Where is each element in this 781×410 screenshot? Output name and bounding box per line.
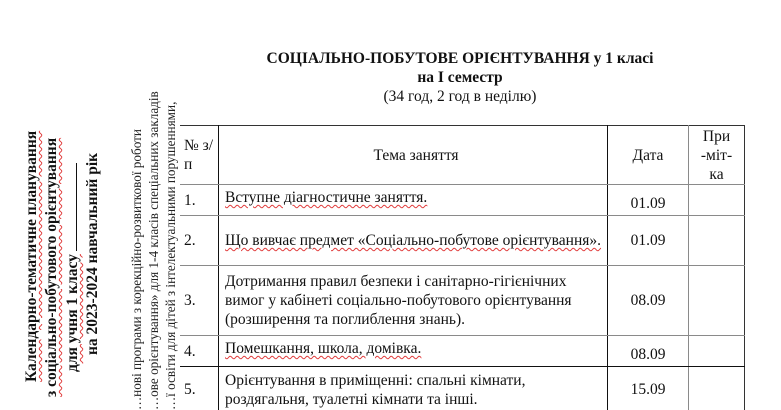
row-topic (219, 185, 608, 216)
table-row (180, 336, 745, 367)
side-title-line-1: Календарно-тематичне планування (23, 130, 40, 382)
heading-semester: на І семестр (417, 69, 503, 86)
row-topic (219, 336, 608, 367)
table-row (180, 266, 745, 336)
row-num: 3. (180, 266, 219, 336)
row-topic: Дотримання правил безпеки і санітарно-гігієнічних вимог у кабінеті соціально-побутового орієнтування (розширення та поглиблення знань). (219, 266, 608, 336)
row-note[interactable] (689, 266, 745, 336)
header-note (689, 126, 745, 185)
side-title-line-4-text: на 2023-2024 навчальний рік (84, 152, 101, 355)
row-note[interactable] (689, 336, 745, 367)
row-date: 08.09 (608, 336, 689, 367)
row-note[interactable] (689, 185, 745, 216)
side-note-line-1: …нові програми з корекційно-розвиткової роботи (129, 129, 144, 410)
table-row (180, 367, 745, 410)
heading-hours: (34 год, 2 год в неділю) (383, 88, 537, 105)
table-row (180, 185, 745, 216)
row-date: 01.09 (608, 216, 689, 266)
row-note[interactable] (689, 216, 745, 266)
side-title-line-2: з соціально-побутового орієнтування (43, 137, 60, 397)
table-header-row (180, 126, 745, 185)
row-note[interactable] (689, 367, 745, 410)
row-date: 08.09 (608, 266, 689, 336)
side-note-line-2: …ове орієнтування» для 1-4 класів спеціальних закладів (146, 91, 161, 410)
row-topic-text: Вступне діагностичне заняття. (225, 189, 428, 206)
row-topic-text: Що вивчає предмет «Соціально-побутове орієнтування». (225, 232, 602, 249)
side-title-line-4 (85, 153, 101, 355)
row-topic-text: Помешкання, школа, домівка. (225, 340, 422, 357)
table-row (180, 216, 745, 266)
lesson-plan-table (180, 125, 745, 410)
side-title-line-3-text: для учня 1 класу (64, 254, 81, 372)
row-date: 01.09 (608, 185, 689, 216)
row-topic (219, 216, 608, 266)
row-num: 4. (180, 336, 219, 367)
row-date: 15.09 (608, 367, 689, 410)
document-heading (210, 49, 710, 106)
side-title-line-3 (64, 163, 81, 372)
header-note-text: При-міт-ка (700, 127, 733, 183)
header-num: № з/п (180, 126, 219, 185)
heading-title: СОЦІАЛЬНО-ПОБУТОВЕ ОРІЄНТУВАННЯ у 1 класі (266, 50, 654, 67)
row-num: 5. (180, 367, 219, 410)
side-note-line-3: …ї освіти для дітей з інтелектуальними порушеннями, (163, 101, 178, 410)
row-num: 2. (180, 216, 219, 266)
class-blank-line (64, 163, 77, 251)
header-topic: Тема заняття (219, 126, 608, 185)
row-topic: Орієнтування в приміщенні: спальні кімнати, роздягальня, туалетні кімнати та інші. (219, 367, 608, 410)
row-num: 1. (180, 185, 219, 216)
header-date: Дата (608, 126, 689, 185)
